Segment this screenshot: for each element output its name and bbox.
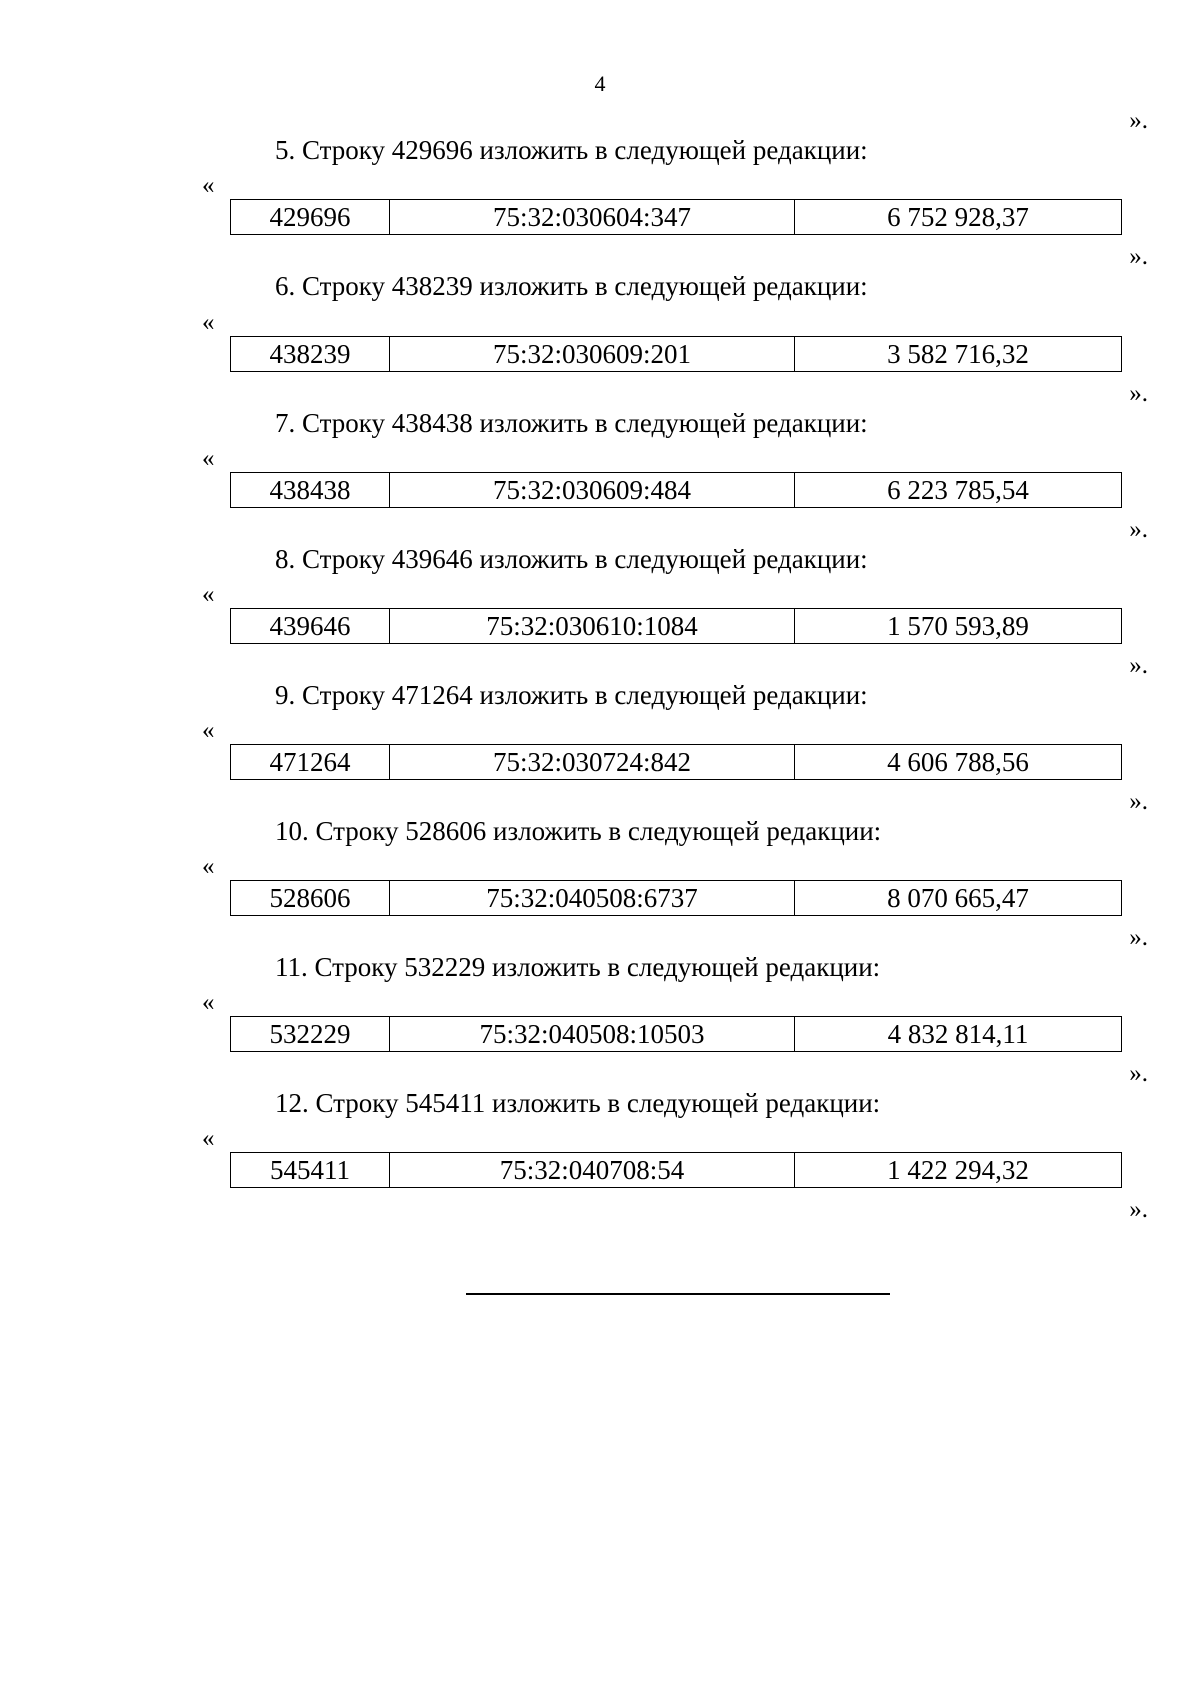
table-cell-value: 6 752 928,37: [795, 200, 1122, 235]
item-5-text: 5. Строку 429696 изложить в следующей редакции:: [275, 135, 868, 165]
item-11-text: 11. Строку 532229 изложить в следующей редакции:: [275, 952, 881, 982]
item-12-text: 12. Строку 545411 изложить в следующей редакции:: [275, 1088, 881, 1118]
table-cell-number: 438239: [231, 337, 390, 372]
table-cell-cadastral: 75:32:040508:10503: [390, 1017, 795, 1052]
table-cell-cadastral: 75:32:030724:842: [390, 745, 795, 780]
table-cell-number: 471264: [231, 745, 390, 780]
table-cell-cadastral: 75:32:040508:6737: [390, 881, 795, 916]
table-cell-value: 3 582 716,32: [795, 337, 1122, 372]
table-cell-value: 6 223 785,54: [795, 473, 1122, 508]
item-10-text: 10. Строку 528606 изложить в следующей редакции:: [275, 816, 882, 846]
table-cell-number: 439646: [231, 609, 390, 644]
item-11-table: [230, 1016, 1122, 1052]
opening-quote: «: [202, 989, 215, 1016]
table-cell-number: 532229: [231, 1017, 390, 1052]
opening-quote: «: [202, 853, 215, 880]
item-8-table: [230, 608, 1122, 644]
table-row: [231, 1153, 1122, 1188]
table-row: [231, 1017, 1122, 1052]
item-12-table: [230, 1152, 1122, 1188]
item-9-text: 9. Строку 471264 изложить в следующей редакции:: [275, 680, 868, 710]
table-row: [231, 609, 1122, 644]
closing-quote: ».: [1129, 1060, 1148, 1087]
item-6-table: [230, 336, 1122, 372]
item-9-table: [230, 744, 1122, 780]
table-cell-cadastral: 75:32:030604:347: [390, 200, 795, 235]
table-cell-cadastral: 75:32:040708:54: [390, 1153, 795, 1188]
table-cell-value: 4 606 788,56: [795, 745, 1122, 780]
closing-quote: ».: [1129, 107, 1148, 134]
table-cell-cadastral: 75:32:030609:201: [390, 337, 795, 372]
table-cell-value: 8 070 665,47: [795, 881, 1122, 916]
table-row: [231, 881, 1122, 916]
opening-quote: «: [202, 717, 215, 744]
item-6-text: 6. Строку 438239 изложить в следующей редакции:: [275, 271, 868, 301]
table-cell-number: 438438: [231, 473, 390, 508]
closing-quote: ».: [1129, 924, 1148, 951]
table-cell-cadastral: 75:32:030609:484: [390, 473, 795, 508]
closing-quote: ».: [1129, 243, 1148, 270]
table-cell-number: 528606: [231, 881, 390, 916]
opening-quote: «: [202, 172, 215, 199]
opening-quote: «: [202, 445, 215, 472]
item-5-table: [230, 199, 1122, 235]
table-cell-value: 1 422 294,32: [795, 1153, 1122, 1188]
end-rule-line: [466, 1293, 890, 1295]
table-cell-cadastral: 75:32:030610:1084: [390, 609, 795, 644]
item-7-table: [230, 472, 1122, 508]
closing-quote: ».: [1129, 380, 1148, 407]
table-row: [231, 337, 1122, 372]
closing-quote: ».: [1129, 516, 1148, 543]
item-7-text: 7. Строку 438438 изложить в следующей редакции:: [275, 408, 868, 438]
opening-quote: «: [202, 581, 215, 608]
table-cell-value: 1 570 593,89: [795, 609, 1122, 644]
table-row: [231, 473, 1122, 508]
closing-quote: ».: [1129, 652, 1148, 679]
page-number: 4: [594, 71, 606, 96]
table-row: [231, 200, 1122, 235]
closing-quote: ».: [1129, 1196, 1148, 1223]
table-cell-number: 429696: [231, 200, 390, 235]
opening-quote: «: [202, 1125, 215, 1152]
table-row: [231, 745, 1122, 780]
opening-quote: «: [202, 309, 215, 336]
item-10-table: [230, 880, 1122, 916]
table-cell-value: 4 832 814,11: [795, 1017, 1122, 1052]
item-8-text: 8. Строку 439646 изложить в следующей редакции:: [275, 544, 868, 574]
closing-quote: ».: [1129, 788, 1148, 815]
table-cell-number: 545411: [231, 1153, 390, 1188]
